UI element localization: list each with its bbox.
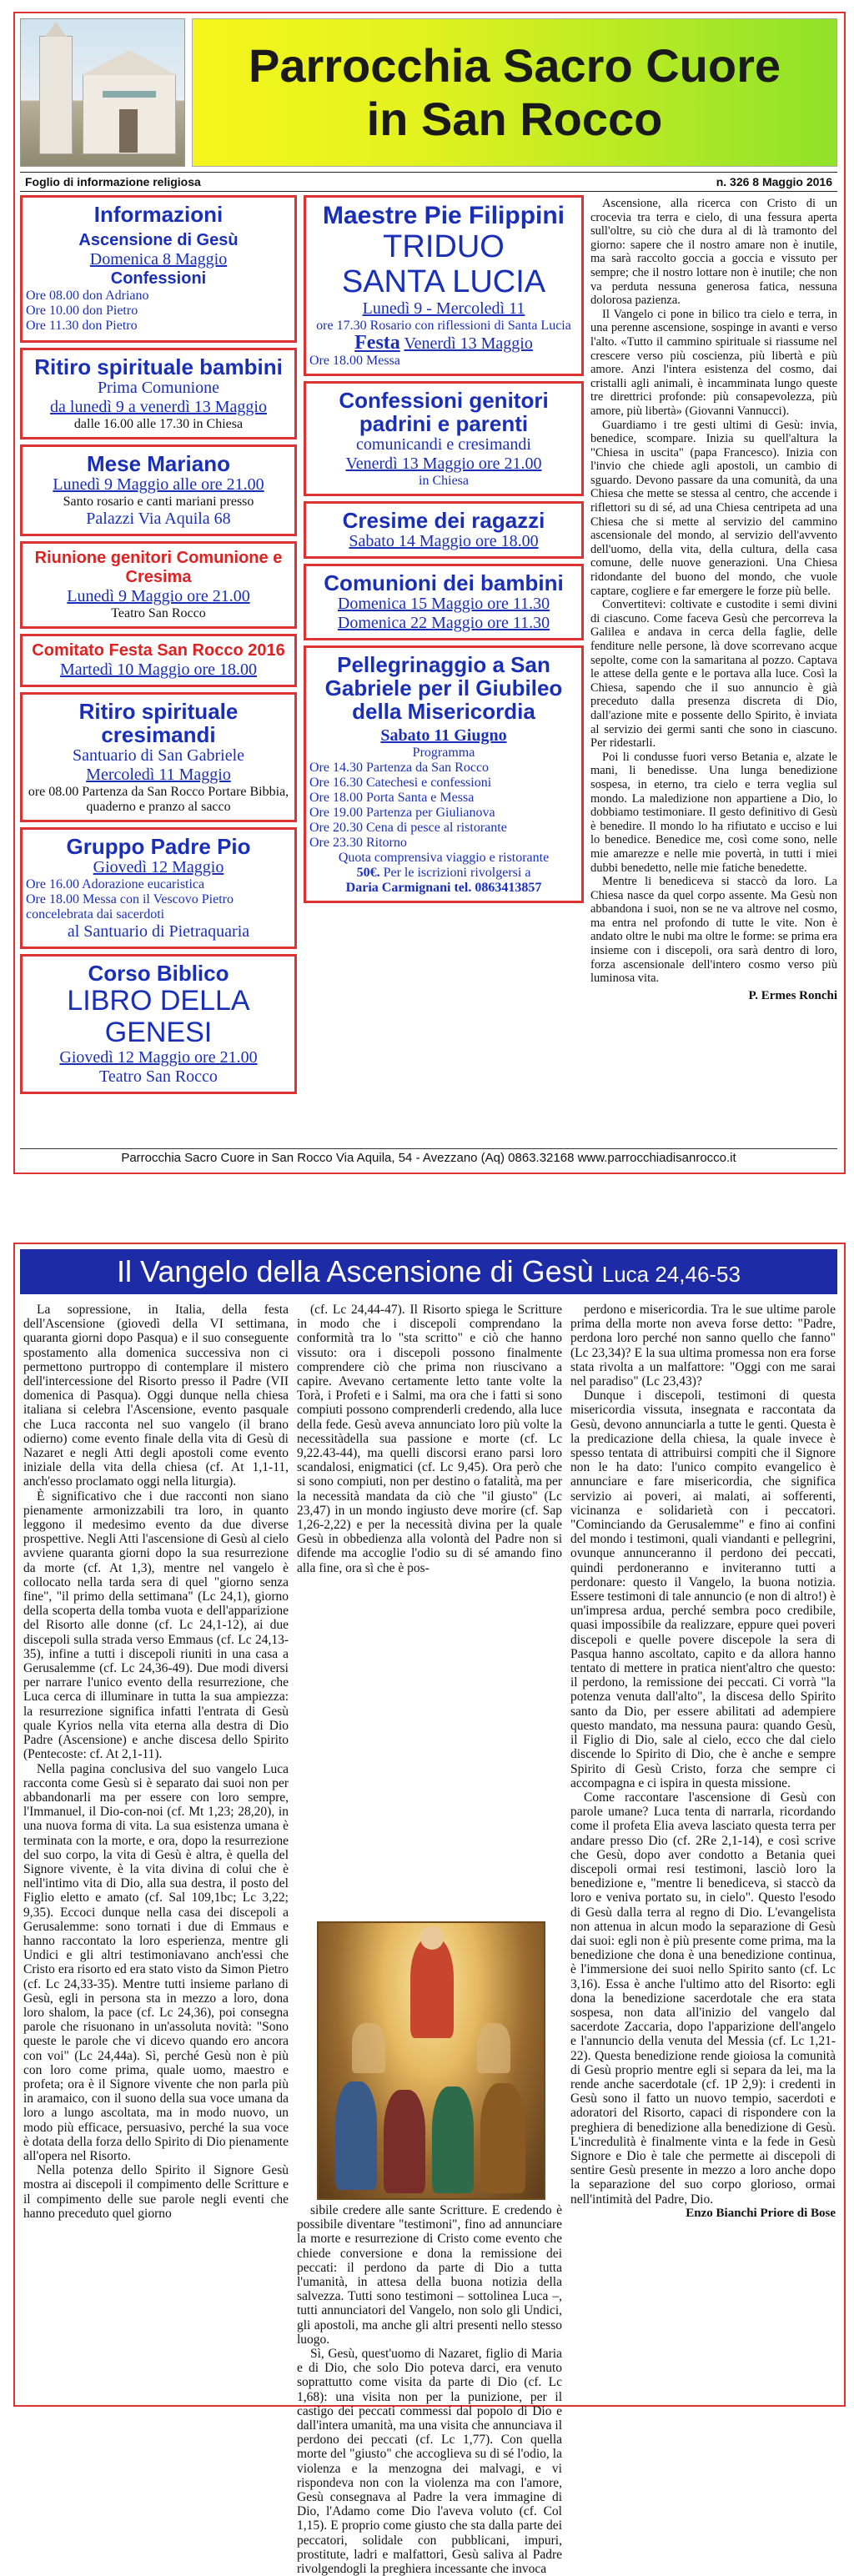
confessioni-genitori-box (304, 381, 584, 496)
programma-item: Ore 16.30 Catechesi e confessioni (309, 776, 492, 790)
gospel-paragraph: Sì, Gesù, quest'uomo di Nazaret, figlio di Maria e di Dio, che solo Dio poteva darci, era venuto soprattutto come visita da parte di Dio (cf. Lc 1,68): una visita non per la punizione, per il castigo dei peccati commessi dal popolo di Dio e dall'intera umanità, ma una visita che annunciava il perdono dei peccati (cf. Lc 1,77). Con quella morte del "giusto" che accoglieva su di sé l'odio, la violenza e la menzogna dei malvagi, e vi rispondeva non con la violenza ma con l'amore, Gesù consegnava al Padre la vera immagine di Dio, l'Adamo come Dio l'aveva voluto (cf. Col 1,15). E proprio come giusto che sta dalla parte dei peccatori, solidale con pubblicani, impuri, prostitute, ladri e malfattori, Gesù saliva al Padre rivolgendogli la preghiera incessante che invoca (297, 2347, 562, 2576)
ascension-painting (317, 1921, 545, 2200)
comunioni-date: Domenica 15 Maggio ore 11.30 (337, 595, 550, 613)
maestre-box (304, 195, 584, 376)
riunione-date: Lunedì 9 Maggio ore 21.00 (67, 587, 250, 605)
contatto: Daria Carmignani tel. 0863413857 (345, 881, 542, 895)
gospel-paragraph: (cf. Lc 24,44-47). Il Risorto spiega le Scritture in modo che i discepoli comprendano la conformità tra lo "sta scritto" e ciò che hanno vissuto: ora i discepoli possono finalmente comprendere ciò che prima non riuscivano a capire. Avevano certamente letto tante volte la Torà, i Profeti e i Salmi, ma ora che i fatti si sono compiuti possono comprenderli credendo, alla luce della fede. Gesù aveva annunciato loro più volte la necessitàdella sua passione e morte (cf. Lc 9,22.43-44), ma quelli discorsi erano parsi loro scandalosi, enigmatici (cf. Lc 9,45). Ora però che si sono compiuti, non per destino o fatalità, ma per la necessità mandata da ciò che "il giusto" (Lc 23,47) in un mondo ingiusto deve morire (cf. Sap 1,26-2,22) e per la necessità divina per la quale Gesù in obbedienza alla volontà del Padre non si difende ma accoglie l'odio su di sé amando fino alla fine, ora sì che è pos- (297, 1303, 562, 1575)
triduo-rosario: ore 17.30 Rosario con riflessioni di Santa Lucia (316, 319, 571, 333)
padre-pio-box (20, 827, 297, 949)
front-page (13, 12, 846, 1174)
cresime-box (304, 501, 584, 559)
corso-place: Teatro San Rocco (99, 1067, 218, 1086)
triduo: TRIDUO (383, 229, 505, 264)
programma-item: Ore 19.00 Partenza per Giulianova (309, 806, 495, 820)
comitato-title: Comitato Festa San Rocco 2016 (32, 641, 285, 660)
title-line-1: Parrocchia Sacro Cuore (248, 39, 781, 92)
comunioni-date: Domenica 22 Maggio ore 11.30 (337, 614, 550, 632)
prima-comunione: Prima Comunione (97, 379, 220, 397)
confessioni-sub: comunicandi e cresimandi (356, 435, 531, 454)
ritiro-title: Ritiro spirituale bambini (34, 354, 283, 379)
mese-desc: Santo rosario e canti mariani presso (63, 495, 254, 509)
pellegrinaggio-date: Sabato 11 Giugno (380, 726, 507, 745)
ascensione-date: Domenica 8 Maggio (89, 250, 228, 269)
gospel-paragraph: Nella potenza dello Spirito il Signore Gesù mostra ai discepoli il compimento delle Scritture e il compimento delle sue parole negli eventi che hanno preceduto quel giorno (23, 2163, 289, 2221)
cresimandi-box (20, 692, 297, 822)
riunione-box (20, 541, 297, 629)
padrepio-date: Giovedì 12 Maggio (93, 858, 224, 876)
gospel-column-3 (570, 1303, 836, 2398)
gospel-column-1 (23, 1303, 289, 2398)
parish-title (192, 18, 837, 167)
ritiro-hours: dalle 16.00 alle 17.30 in Chiesa (73, 417, 244, 431)
programma-label: Programma (412, 746, 475, 760)
gospel-title: Il Vangelo della Ascensione di Gesù (117, 1254, 594, 1288)
gospel-column-2-bottom (297, 2203, 562, 2576)
gospel-paragraph: Come raccontare l'ascensione di Gesù con parole umane? Luca tenta di narrarla, ricordando come il profeta Elia aveva lasciato questa terra per andare presso Dio (cf. 2Re 2,1-14), e così scrive che Gesù, dopo aver condotto a Betania quei discepoli ormai resi testimoni, lasciò loro la benedizione e, "mentre li benediceva, si staccò da loro e veniva portato su, in cielo". Questo l'esodo di Gesù dalla terra al regno di Dio. L'evangelista non attenua in alcun modo la separazione di Gesù dai suoi: egli non è più presente come prima, ma la benedizione che dona è una benedizione continua, è l'immersione dei suoi nello Spirito santo (cf. Lc 3,16). Essa è anche l'ultimo atto del Risorto: egli dona la benedizione sacerdotale che era stata sospesa, non data all'inizio del vangelo dal sacerdote Zaccaria, dopo l'apparizione dell'angelo e l'annuncio della venuta del Messia (cf. Lc 1,21-22). Questa benedizione rende gioiosa la comunità di Gesù proprio mentre egli si separa da lei, ma la rende anche sacerdotale (cf. 1P 2,9): i credenti in Gesù sono il fatto un nuovo tempio, sacerdoti e adoratori del Risorto, capaci di rispondere con la preghiera di benedizione alla benedizione di Gesù. L'incredulità è finalmente vinta e la fede in Gesù Signore e Dio è tale che permette ai discepoli di sentire Gesù presente in mezzo a loro anche dopo la separazione del suo corpo glorioso, ormai nell'intimità del Padre, Dio. (570, 1790, 836, 2207)
publication-type: Foglio di informazione religiosa (25, 175, 201, 188)
footer-address: Parrocchia Sacro Cuore in San Rocco Via Aquila, 54 - Avezzano (Aq) 0863.32168 www.parrocchiadisanrocco.it (20, 1148, 837, 1167)
masthead (20, 18, 837, 167)
cresimandi-date: Mercoledì 11 Maggio (86, 766, 231, 784)
ascensione-title: Ascensione di Gesù (78, 231, 239, 249)
heading-informazioni: Informazioni (93, 202, 224, 227)
pellegrinaggio-box (304, 645, 584, 903)
commentary-signature: P. Ermes Ronchi (748, 988, 837, 1002)
cresime-title: Cresime dei ragazzi (342, 508, 545, 533)
pellegrinaggio-title: Pellegrinaggio a San Gabriele per il Giubileo della Misericordia (324, 652, 563, 724)
padrepio-title: Gruppo Padre Pio (66, 834, 251, 859)
programma-item: Ore 20.30 Cena di pesce al ristorante (309, 821, 507, 835)
gospel-author: Enzo Bianchi Priore di Bose (686, 2206, 836, 2220)
programma-item: Ore 18.00 Porta Santa e Messa (309, 791, 475, 805)
left-column (20, 195, 297, 1099)
mese-mariano-box (20, 444, 297, 536)
quota: Quota comprensiva viaggio e ristorante (338, 851, 550, 865)
confessione-time: Ore 08.00 don Adriano (26, 289, 149, 303)
corso-biblico-box (20, 954, 297, 1094)
festa-label: Festa (354, 332, 400, 354)
middle-column (304, 195, 584, 908)
gospel-page (13, 1243, 846, 2576)
ritiro-dates: da lunedì 9 a venerdì 13 Maggio (50, 398, 267, 416)
padrepio-place: al Santuario di Pietraquaria (67, 922, 250, 941)
commentary-paragraph: Ascensione, alla ricerca con Cristo di un crocevia tra terra e cielo, di una fessura aperta sull'oltre, su ciò che dura al di là tramonto del giorno: sapere che il nostro amare non è inutile, ma sarà raccolto goccia a goccia e vissuto per sempre; che il nostro lottare non è inutile; che non va perduta nessuna generosa fatica, nessuna dolorosa pazienza. (590, 197, 837, 308)
corso-date: Giovedì 12 Maggio ore 21.00 (59, 1048, 258, 1067)
commentary-paragraph: Poi li condusse fuori verso Betania e, alzate le mani, li benedisse. Una lunga benedizione sospesa, in eterno, tra cielo e terra veglia sul mondo. La maledizione non appartiene a Dio, lo dobbiamo testimoniare. Il gesto definitivo di Gesù è benedire. Il mondo lo ha rifiutato e ucciso e lui lo benedice. Benedice me, così come sono, nelle mie amarezze e nelle mie povertà, in tutti i miei dubbi benedetto, nelle mie fatiche benedette. (590, 750, 837, 875)
mese-date: Lunedì 9 Maggio alle ore 21.00 (53, 475, 264, 494)
title-line-2: in San Rocco (366, 93, 663, 145)
comunioni-box (304, 564, 584, 640)
riunione-title: Riunione genitori Comunione e Cresima (34, 549, 283, 586)
mese-title: Mese Mariano (87, 451, 230, 476)
confessione-time: Ore 11.30 don Pietro (26, 319, 138, 333)
gospel-paragraph: perdono e misericordia. Tra le sue ultime parole prima della morte non aveva forse detto: "Padre, perdona loro perché non sanno quello che fanno" (Lc 23,34)? E la sua ultima promessa non era forse stata rivolta a un malfattore: "Oggi con me sarai nel paradiso" (Lc 23,43)? (570, 1303, 836, 1389)
confessione-time: Ore 10.00 don Pietro (26, 304, 138, 318)
gospel-column-2-top (297, 1303, 562, 1916)
maestre-title: Maestre Pie Filippini (322, 202, 565, 229)
commentary-paragraph: Mentre li benediceva si staccò da loro. La Chiesa nasce da quel corpo assente. Ma Gesù non abbandona i suoi, non se ne va altrove nel cosmo, ma entra nel profondo di tutte le vite. Non è andato oltre le nubi ma oltre le forme: se prima era insieme con i discepoli, ora sarà dentro di loro, forza ascensionale dell'intero cosmo verso più luminosa vita. (590, 875, 837, 986)
confessioni-date: Venerdì 13 Maggio ore 21.00 (345, 454, 542, 473)
gospel-banner (20, 1249, 837, 1294)
cresimandi-title: Ritiro spirituale cresimandi (78, 699, 239, 747)
riunione-place: Teatro San Rocco (111, 606, 206, 620)
issue-bar (20, 172, 837, 192)
comunioni-title: Comunioni dei bambini (324, 570, 564, 595)
corso-sub-1: LIBRO DELLA (67, 985, 250, 1017)
gospel-paragraph: La sopressione, in Italia, della festa dell'Ascensione (giovedì della VI settimana, quaranta giorni dopo Pasqua) e il suo conseguente spostamento alla domenica successiva non ci permettono purtroppo di contemplare il mistero dell'intercessione del Risorto presso il Padre (VII domenica di Pasqua). Oggi dunque nella chiesa italiana si celebra l'Ascensione, evento pasquale che Luca racconta nel suo vangelo (il brano odierno) come evento finale della vita di Gesù di Nazaret e negli Atti degli apostoli come evento iniziale della vita della chiesa (cf. At 1,1-11, anch'esso proclamato oggi nella liturgia). (23, 1303, 289, 1489)
gospel-paragraph: È significativo che i due racconti non siano pienamente armonizzabili tra loro, in quanto leggono il medesimo evento da due diverse prospettive. Negli Atti l'ascensione di Gesù al cielo avviene quaranta giorni dopo la sua resurrezione da morte (cf. At 1,3), mentre nel vangelo è collocato nella tarda sera di quel "giorno senza fine", "il primo della settimana" (Lc 24,1), giorno della scoperta della tomba vuota e dell'apparizione del Risorto alle donne (cf. Lc 24,1-12), ai due discepoli sulla strada verso Emmaus (cf. Lc 24,13-35), infine a tutti i discepoli riuniti in una casa a Gerusalemme (cf. Lc 24,36-49). Due modi diversi per narrare l'unico evento della resurrezione, che Luca cerca di illuminare in tutta la sua ampiezza: la resurrezione significa infatti l'entrata di Gesù quale Kyrios nella vita eterna alla destra di Dio Padre (Ascensione) e anche discesa dello Spirito (Pentecoste: cf. At 2,1-11). (23, 1489, 289, 1762)
cresime-date: Sabato 14 Maggio ore 18.00 (349, 532, 539, 550)
commentary-paragraph: Guardiamo i tre gesti ultimi di Gesù: invia, benedice, scompare. Inizia su quell'altura la "Chiesa in uscita" (papa Francesco). Inizia con l'invio che chiede agli apostoli, un cambio di sguardo. Devono passare da una comunità, da una Chiesa che mette se stessa al centro, che accende i riflettori su di sé, ad una Chiesa centripeta ad una Chiesa che si mette al servizio del cammino ascensionale del mondo, al servizio dell'avvento dell'uomo, della vita, della cultura, della casa comune, delle nuove generazioni. Una Chiesa ridondante del buono del mondo, che vuole captare, cogliere e far emergere le forze più belle. (590, 418, 837, 598)
programma-item: Ore 23.30 Ritorno (309, 836, 407, 850)
corso-sub-2: GENESI (104, 1017, 213, 1048)
confessioni-genitori-title: Confessioni genitori padrini e parenti (339, 388, 549, 436)
comitato-box (20, 634, 297, 687)
programma-item: Ore 14.30 Partenza da San Rocco (309, 761, 490, 775)
comitato-date: Martedì 10 Maggio ore 18.00 (59, 660, 258, 679)
confessioni-label: Confessioni (110, 269, 207, 288)
issue-number-date: n. 326 8 Maggio 2016 (716, 175, 832, 188)
commentary-paragraph: Il Vangelo ci pone in bilico tra cielo e terra, in una perenne ascensione, sospinge in avanti e verso l'alto. «Tutto il cammino spirituale si riassume nel crescere verso più coscienza, più libertà e più amore. Anzi l'intera esistenza del cosmo, dai cristalli agli animali, è incamminata lungo queste tre direttrici profonde: più consapevolezza, più amore, più libertà» (Giovanni Vannucci). (590, 307, 837, 418)
gospel-paragraph: sibile credere alle sante Scritture. E credendo è possibile diventare "testimoni", fino ad annunciare la morte e resurrezione di Cristo come evento che chiede conversione e dona la remissione dei peccati: il perdono da parte di Dio a tutta l'umanità, in attesa della buona notizia della salvezza. Tutti sono testimoni – sottolinea Luca –, tutti annunciatori del Vangelo, non solo gli Undici, gli apostoli, ma anche gli altri presenti nello stesso luogo. (297, 2203, 562, 2347)
ritiro-bambini-box (20, 348, 297, 439)
padrepio-line: Ore 18.00 Messa con il Vescovo Pietro concelebrata dai sacerdoti (26, 892, 234, 921)
padrepio-line: Ore 16.00 Adorazione eucaristica (26, 877, 205, 891)
festa-date: Venerdì 13 Maggio (404, 334, 533, 353)
gospel-paragraph: Dunque i discepoli, testimoni di questa misericordia vissuta, insegnata e raccontata da Gesù, devono annunciarla a tutte le genti. Questa è la predicazione della chiesa, la quale invece è spesso tentata di attribuirsi compiti che il Signore non le ha dato: l'unico compito evangelico è annunciare e fare misericordia, che significa servizio ai poveri, ai malati, ai sofferenti, vicinanza e solidarietà con i peccatori. "Cominciando da Gerusalemme" e fino ai confini del mondo i testimoni, quali viandanti e pellegrini, ovunque annunceranno il perdono dei peccati, quindi perdoneranno e inviteranno tutti a perdonare: questo il Vangelo, la buona notizia. Essere testimoni di tale annuncio (e non di altro!) è un'impresa ardua, perché sembra poco credibile, quasi impossibile da realizzare, eppure quei poveri discepoli e quelle povere discepole la sera di Pasqua hanno ascoltato, capito e da allora hanno tentato di mettere in pratica nient'altro che questo: il perdono, la remissione dei peccati. Ci vorrà "la potenza venuta dall'alto", la discesa dello Spirito santo da Dio, per essere abilitati ad adempiere questo mandato, ma nessuna paura: quando Gesù, il Figlio di Dio, sale al cielo, ecco che dal cielo discende lo Spirito di Dio, che è anche e sempre Spirito di Gesù Cristo, forza che sempre ci accompagna e ci ispira in questa missione. (570, 1388, 836, 1790)
festa-messa: Ore 18.00 Messa (309, 354, 400, 368)
confessioni-place: in Chiesa (419, 474, 469, 488)
cresimandi-desc: ore 08.00 Partenza da San Rocco Portare Bibbia, quaderno e pranzo al sacco (28, 785, 289, 814)
gospel-paragraph: Nella pagina conclusiva del suo vangelo Luca racconta come Gesù si è separato dai suoi non per abbandonarli ma per essere con loro sempre, l'Immanuel, il Dio-con-noi (cf. Mt 1,23; 28,20), in una nuova forma di vita. La sua esistenza umana è terminata con la morte, e ora, dopo la resurrezione del suo corpo, la vita di Gesù è altra, è quella del Signore vivente, è la vita divina di colui che è nell'intimo vita di Dio, alla sua destra, il posto del Figlio eletto e amato (cf. Sal 109,1bc; Lc 3,22; 9,35). Eccoci dunque nella casa dei discepoli a Gerusalemme: sono tornati i due di Emmaus e hanno raccontato la loro esperienza, mentre gli Undici e gli altri testimoniavano anch'essi che Cristo era risorto ed era stato visto da Simon Pietro (cf. Lc 24,33-35). Mentre tutti insieme parlano di Gesù, egli in persona sta in mezzo a loro, dona loro shalom, la pace (cf. Lc 24,36), poi consegna parole che risuonano in un'assoluta novità: "Sono queste le parole che vi dicevo quando ero ancora con voi" (Lc 24,44a). Sì, perché Gesù non è più con loro come prima, quale uomo, maestro e profeta; ora è il Signore vivente che non parla più in aramaico, con il suono della sua voce umana da loro a lungo ascoltata, ma in modo nuovo, un modo più efficace, persuasivo, perché la sua voce è dotata della forza dello Spirito di Dio pienamente all'opera nel Risorto. (23, 1761, 289, 2163)
info-box (20, 195, 297, 343)
triduo-dates: Lunedì 9 - Mercoledì 11 (362, 299, 525, 318)
mese-place: Palazzi Via Aquila 68 (86, 510, 231, 528)
church-photo (20, 18, 185, 167)
quota-rest: Per le iscrizioni rivolgersi a (383, 866, 531, 880)
santa-lucia: SANTA LUCIA (341, 264, 546, 299)
cresimandi-place: Santuario di San Gabriele (72, 746, 245, 765)
gospel-reference: Luca 24,46-53 (601, 1262, 741, 1287)
quota-price: 50€. (356, 866, 380, 880)
corso-title: Corso Biblico (88, 961, 229, 986)
commentary-paragraph: Convertitevi: coltivate e custodite i semi divini di ciascuno. Come faceva Gesù che percorreva la Galilea e andava in cerca della faglie, delle fenditure nelle persone, là dove scorrevano acque sepolte, come con la samaritana al pozzo. Captava le attese della gente e le portava alla luce. Così la Chiesa, sapendo che il suo annuncio è già preceduto dalla presenza discreta di Dio, dall'azione mite e possente dello Spirito, è inviata al servizio dei germi santi che sono in ciascuno. Per ridestarli. (590, 598, 837, 751)
commentary-column (590, 197, 837, 1137)
